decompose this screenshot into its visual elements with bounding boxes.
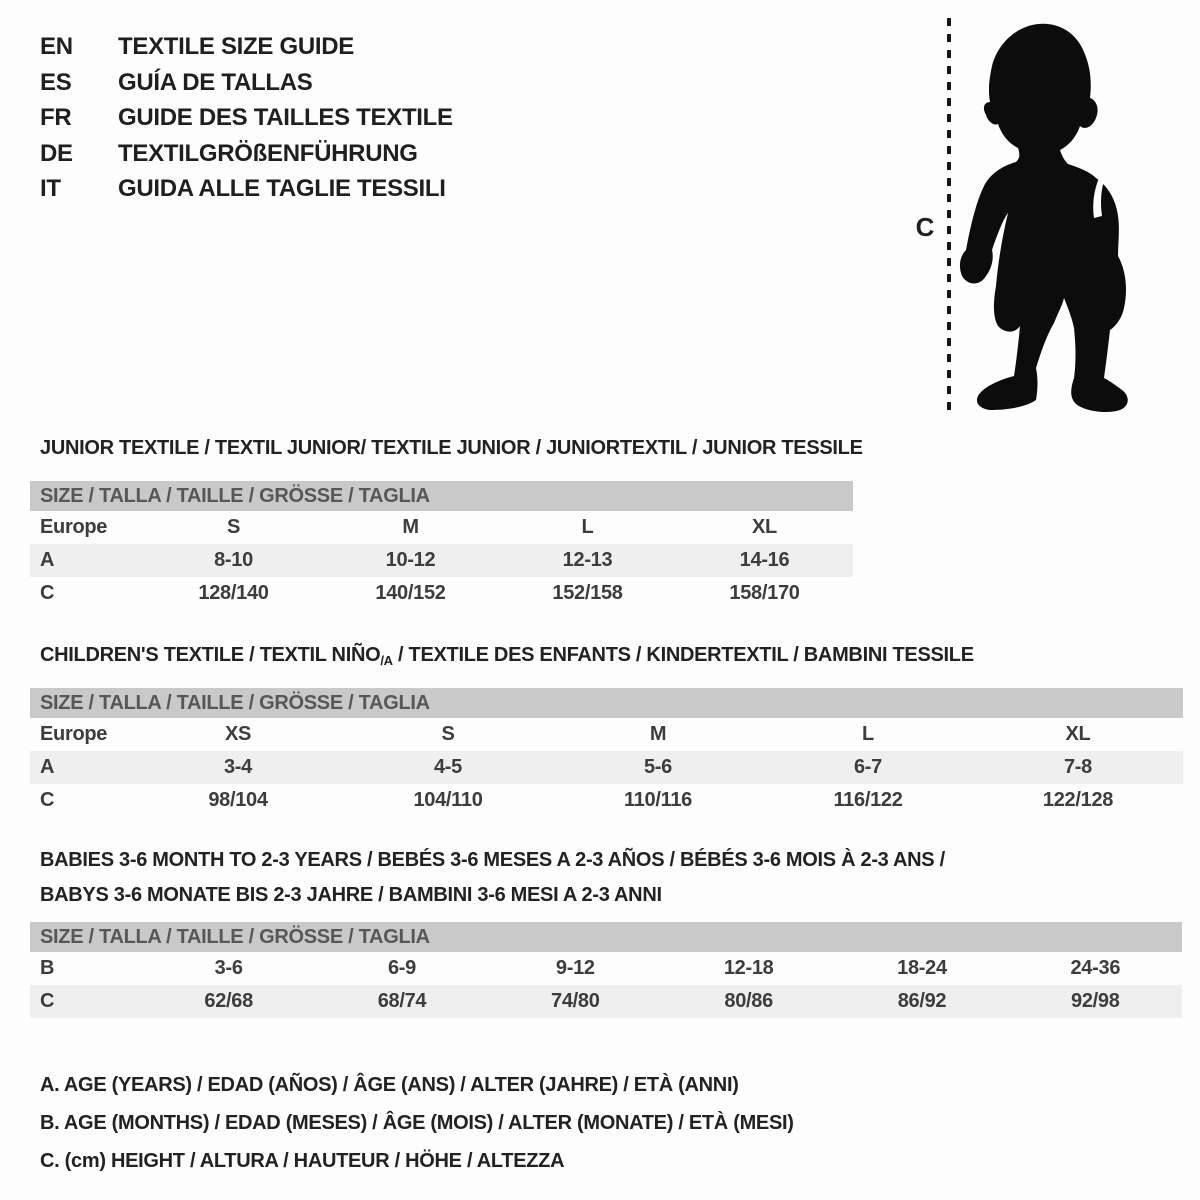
children-title-prefix: CHILDREN'S TEXTILE / TEXTIL NIÑO: [40, 644, 381, 666]
table-cell: 80/86: [724, 990, 773, 1012]
lang-title-it: GUIDA ALLE TAGLIE TESSILI: [118, 175, 446, 202]
height-measure-label: C: [915, 212, 935, 242]
table-cell: 9-12: [555, 957, 595, 979]
lang-code-fr: FR: [40, 104, 72, 131]
junior-table-header: SIZE / TALLA / TAILLE / GRÖSSE / TAGLIA: [30, 481, 853, 511]
table-cell: M: [402, 516, 419, 538]
legend-line-c: C. (cm) HEIGHT / ALTURA / HAUTEUR / HÖHE / ALTEZZA: [40, 1150, 565, 1172]
babies-section-title: [40, 843, 945, 913]
table-cell: 110/116: [624, 789, 692, 811]
row-label: A: [40, 549, 55, 571]
table-cell: 6-7: [853, 756, 882, 778]
lang-title-fr: GUIDE DES TAILLES TEXTILE: [118, 104, 453, 131]
legend-line-b: B. AGE (MONTHS) / EDAD (MESES) / ÂGE (MOIS) / ALTER (MONATE) / ETÀ (MESI): [40, 1112, 794, 1134]
table-row: [30, 544, 853, 577]
lang-title-en: TEXTILE SIZE GUIDE: [118, 33, 354, 60]
lang-title-es: GUÍA DE TALLAS: [118, 68, 313, 96]
table-cell: 152/158: [552, 582, 623, 604]
lang-row-fr: [40, 104, 453, 140]
table-cell: 3-4: [223, 756, 252, 778]
table-cell: 74/80: [551, 990, 600, 1012]
table-cell: 4-5: [433, 756, 462, 778]
row-label: A: [40, 756, 55, 778]
table-cell: M: [649, 723, 667, 745]
row-label: C: [40, 990, 55, 1012]
row-label: B: [40, 957, 55, 979]
table-cell: S: [226, 516, 241, 538]
lang-code-it: IT: [40, 175, 61, 202]
table-cell: S: [441, 723, 455, 745]
table-row: [30, 577, 853, 610]
children-table-header: SIZE / TALLA / TAILLE / GRÖSSE / TAGLIA: [30, 688, 1183, 718]
lang-row-en: [40, 33, 453, 69]
table-row: [30, 784, 1183, 817]
height-measure-dashed-line: [947, 18, 951, 418]
table-cell: 12-18: [723, 957, 774, 979]
table-cell: L: [581, 516, 594, 538]
table-cell: 6-9: [387, 957, 416, 979]
table-cell: 5-6: [643, 756, 672, 778]
lang-title-de: TEXTILGRÖßENFÜHRUNG: [118, 139, 418, 167]
children-title-subscript: /A: [380, 653, 393, 668]
table-row: [30, 751, 1183, 784]
babies-title-line1: BABIES 3-6 MONTH TO 2-3 YEARS / BEBÉS 3-6 MESES A 2-3 AÑOS / BÉBÉS 3-6 MOIS À 2-3 ANS /: [40, 849, 945, 871]
toddler-silhouette-icon: [958, 18, 1148, 420]
table-row: [30, 718, 1183, 751]
table-cell: 7-8: [1063, 756, 1092, 778]
table-cell: 128/140: [198, 582, 269, 604]
lang-code-en: EN: [40, 33, 73, 60]
table-cell: 104/110: [413, 789, 483, 811]
row-label: Europe: [40, 516, 108, 538]
table-cell: 68/74: [377, 990, 427, 1012]
table-cell: 116/122: [833, 789, 903, 811]
children-section-title: [40, 644, 974, 667]
row-label: Europe: [40, 723, 108, 745]
table-cell: 158/170: [729, 582, 800, 604]
table-cell: 98/104: [208, 789, 268, 811]
table-cell: 14-16: [739, 549, 790, 571]
language-title-block: [40, 33, 453, 211]
table-cell: XS: [224, 723, 252, 745]
table-cell: L: [862, 723, 874, 745]
lang-row-es: [40, 69, 453, 105]
junior-section-title: JUNIOR TEXTILE / TEXTIL JUNIOR/ TEXTILE JUNIOR / JUNIORTEXTIL / JUNIOR TESSILE: [40, 437, 863, 459]
table-cell: 62/68: [204, 990, 253, 1012]
table-cell: 18-24: [897, 957, 947, 979]
table-row: [30, 952, 1182, 985]
babies-title-line2: BABYS 3-6 MONATE BIS 2-3 JAHRE / BAMBINI 3-6 MESI A 2-3 ANNI: [40, 884, 662, 906]
measurement-legend: [40, 1066, 794, 1180]
lang-code-es: ES: [40, 68, 72, 96]
table-cell: 24-36: [1070, 957, 1121, 979]
table-cell: XL: [752, 516, 777, 538]
table-cell: 10-12: [385, 549, 436, 571]
table-cell: 3-6: [214, 957, 243, 979]
lang-row-de: [40, 140, 453, 176]
children-title-suffix: / TEXTILE DES ENFANTS / KINDERTEXTIL / BAMBINI TESSILE: [392, 644, 974, 666]
lang-code-de: DE: [40, 139, 73, 167]
table-cell: 122/128: [1042, 789, 1114, 811]
table-cell: 86/92: [897, 990, 947, 1012]
table-cell: 140/152: [375, 582, 446, 604]
table-cell: XL: [1065, 723, 1091, 745]
junior-size-table: [30, 481, 853, 610]
table-row: [30, 511, 853, 544]
lang-row-it: [40, 175, 453, 211]
table-cell: 12-13: [562, 549, 613, 571]
children-size-table: [30, 688, 1183, 817]
babies-size-table: [30, 922, 1182, 1018]
legend-line-a: A. AGE (YEARS) / EDAD (AÑOS) / ÂGE (ANS) / ALTER (JAHRE) / ETÀ (ANNI): [40, 1074, 739, 1096]
table-cell: 8-10: [214, 549, 253, 571]
table-cell: 92/98: [1071, 990, 1120, 1012]
row-label: C: [40, 789, 55, 811]
table-row: [30, 985, 1182, 1018]
row-label: C: [40, 582, 55, 604]
babies-table-header: SIZE / TALLA / TAILLE / GRÖSSE / TAGLIA: [30, 922, 1182, 952]
